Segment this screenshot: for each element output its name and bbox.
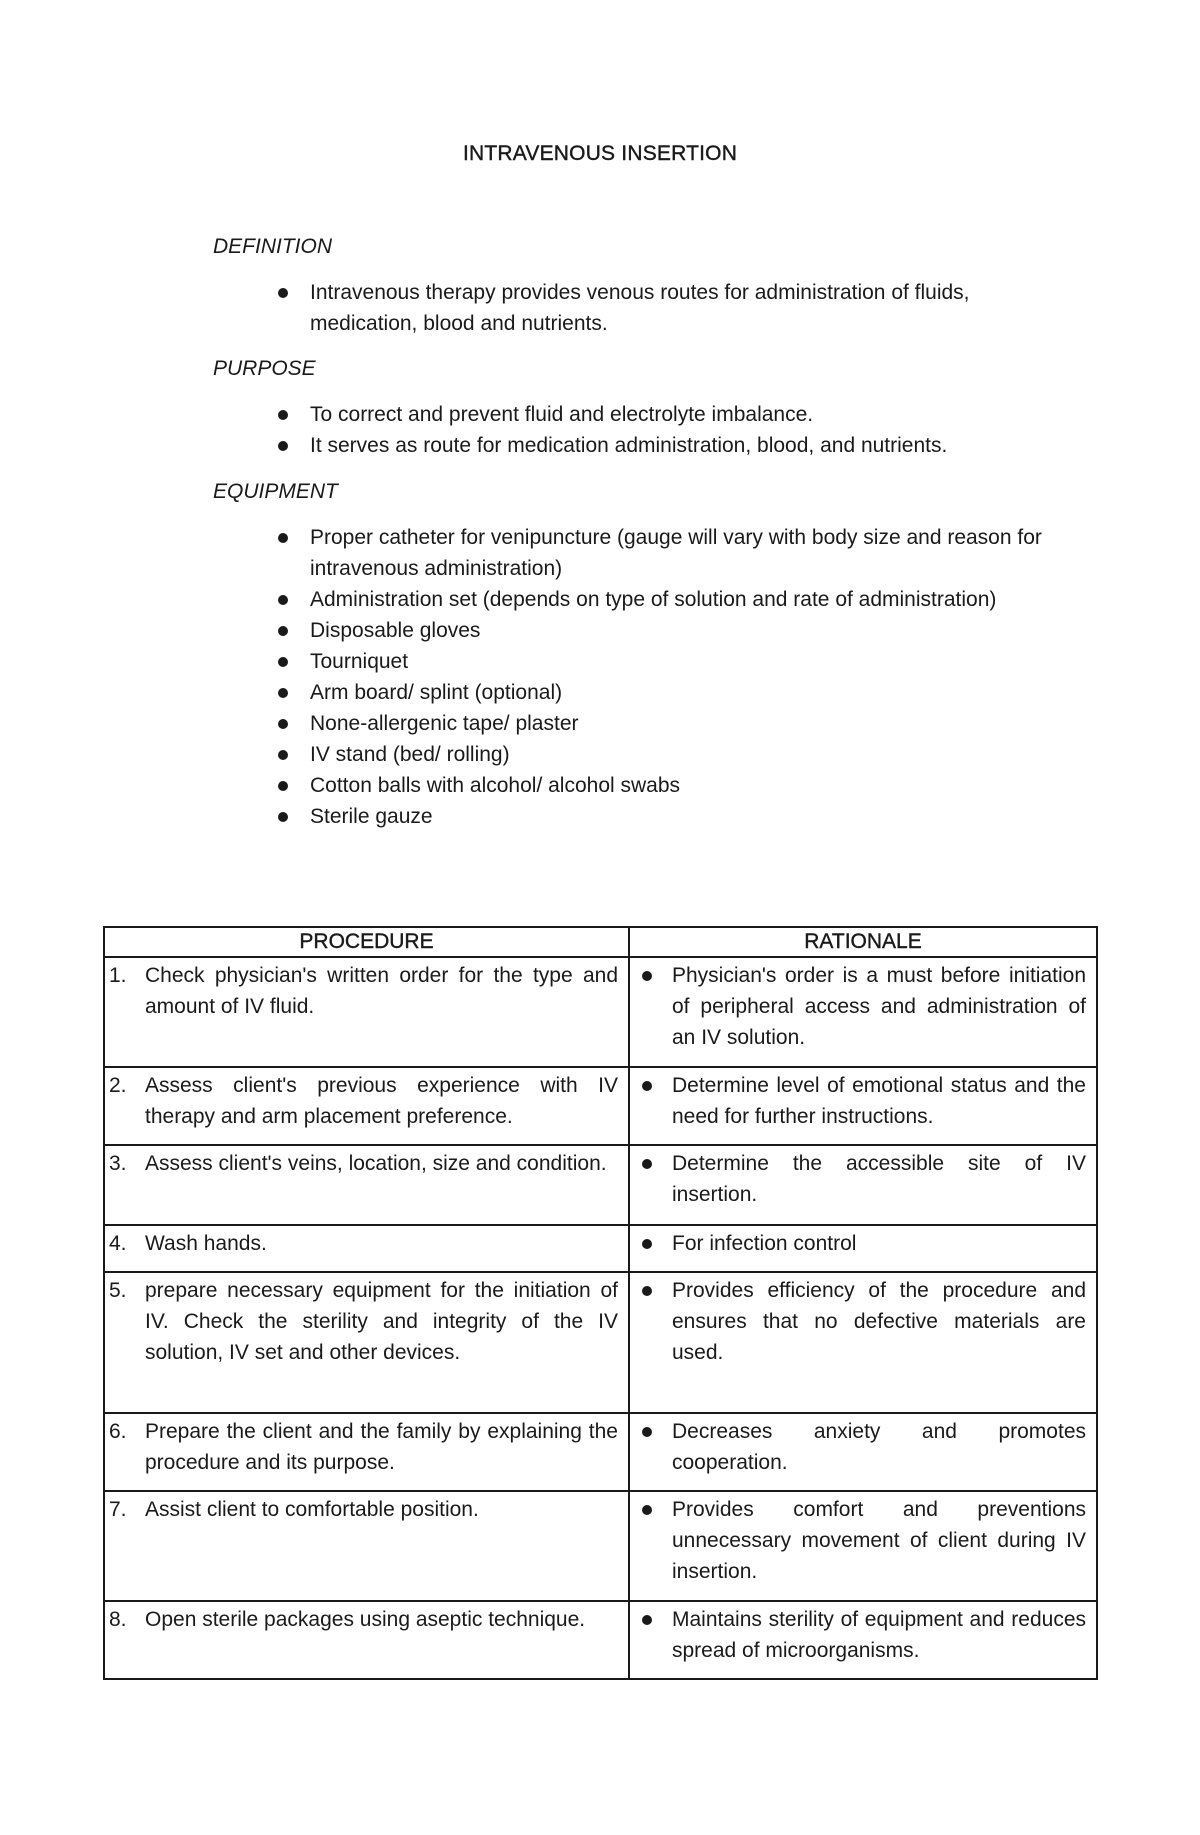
document-title: INTRAVENOUS INSERTION bbox=[462, 142, 738, 165]
bullet-icon bbox=[642, 1505, 652, 1515]
procedure-text: prepare necessary equipment for the initiation of IV. Check the sterility and integrity of the IV solution, IV set and other devices. bbox=[145, 1279, 618, 1364]
bullet-icon bbox=[278, 410, 288, 420]
procedure-text: Prepare the client and the family by explaining the procedure and its purpose. bbox=[145, 1420, 618, 1474]
bullet-icon bbox=[642, 1615, 652, 1625]
bullet-icon bbox=[278, 719, 288, 729]
rationale-cell bbox=[629, 1272, 1097, 1413]
rationale-cell bbox=[629, 957, 1097, 1067]
list-item bbox=[213, 430, 1073, 461]
bullet-icon bbox=[278, 781, 288, 791]
list-item bbox=[213, 399, 1073, 430]
list-item bbox=[213, 522, 1073, 584]
procedure-cell bbox=[104, 1601, 629, 1679]
rationale-cell bbox=[629, 1413, 1097, 1491]
rationale-text: Provides comfort and preventions unnecessary movement of client during IV insertion. bbox=[672, 1498, 1086, 1583]
bullet-icon bbox=[642, 1286, 652, 1296]
bullet-icon bbox=[278, 441, 288, 451]
procedure-text: Assess client's veins, location, size and condition. bbox=[145, 1152, 607, 1175]
bullet-icon bbox=[642, 971, 652, 981]
equipment-section bbox=[213, 478, 1073, 832]
bullet-icon bbox=[278, 595, 288, 605]
procedure-text: Assist client to comfortable position. bbox=[145, 1498, 479, 1521]
equipment-list bbox=[213, 522, 1073, 832]
list-item bbox=[213, 277, 1073, 339]
procedure-text: Assess client's previous experience with IV therapy and arm placement preference. bbox=[145, 1074, 618, 1128]
table-header-row bbox=[104, 927, 1097, 957]
bullet-icon bbox=[642, 1427, 652, 1437]
table-row bbox=[104, 1145, 1097, 1225]
bullet-icon bbox=[278, 288, 288, 298]
list-item-text: Intravenous therapy provides venous routes for administration of fluids, medication, blood and nutrients. bbox=[310, 281, 970, 335]
definition-heading: DEFINITION bbox=[213, 235, 332, 258]
table-row bbox=[104, 1601, 1097, 1679]
step-number: 8. bbox=[109, 1608, 127, 1631]
procedure-cell bbox=[104, 1491, 629, 1601]
procedure-cell bbox=[104, 1225, 629, 1272]
rationale-text: Provides efficiency of the procedure and ensures that no defective materials are used. bbox=[672, 1279, 1086, 1364]
procedure-cell bbox=[104, 1272, 629, 1413]
list-item bbox=[213, 739, 1073, 770]
bullet-icon bbox=[642, 1159, 652, 1169]
table-row bbox=[104, 1067, 1097, 1145]
step-number: 2. bbox=[109, 1074, 127, 1097]
table-row bbox=[104, 1272, 1097, 1413]
rationale-text: Maintains sterility of equipment and reduces spread of microorganisms. bbox=[672, 1608, 1086, 1662]
step-number: 1. bbox=[109, 964, 127, 987]
purpose-section bbox=[213, 355, 1073, 461]
step-number: 5. bbox=[109, 1279, 127, 1302]
rationale-cell bbox=[629, 1067, 1097, 1145]
list-item bbox=[213, 801, 1073, 832]
procedure-column-header: PROCEDURE bbox=[104, 927, 629, 957]
bullet-icon bbox=[278, 533, 288, 543]
procedure-table bbox=[103, 926, 1098, 1680]
rationale-cell bbox=[629, 1145, 1097, 1225]
procedure-cell bbox=[104, 1145, 629, 1225]
step-number: 7. bbox=[109, 1498, 127, 1521]
list-item bbox=[213, 677, 1073, 708]
rationale-column-header: RATIONALE bbox=[629, 927, 1097, 957]
step-number: 4. bbox=[109, 1232, 127, 1255]
bullet-icon bbox=[642, 1081, 652, 1091]
definition-section bbox=[213, 233, 1073, 339]
bullet-icon bbox=[278, 657, 288, 667]
list-item bbox=[213, 708, 1073, 739]
list-item bbox=[213, 615, 1073, 646]
list-item-text: To correct and prevent fluid and electrolyte imbalance. bbox=[310, 403, 814, 426]
step-number: 3. bbox=[109, 1152, 127, 1175]
list-item-text: Disposable gloves bbox=[310, 619, 481, 642]
list-item bbox=[213, 646, 1073, 677]
table-row bbox=[104, 1225, 1097, 1272]
equipment-heading: EQUIPMENT bbox=[213, 480, 338, 503]
list-item-text: Cotton balls with alcohol/ alcohol swabs bbox=[310, 774, 681, 797]
list-item-text: It serves as route for medication administration, blood, and nutrients. bbox=[310, 434, 948, 457]
bullet-icon bbox=[278, 626, 288, 636]
table-row bbox=[104, 1491, 1097, 1601]
list-item-text: Arm board/ splint (optional) bbox=[310, 681, 563, 704]
list-item-text: Proper catheter for venipuncture (gauge will vary with body size and reason for intravenous administration) bbox=[310, 526, 1042, 580]
purpose-list bbox=[213, 399, 1073, 461]
list-item bbox=[213, 770, 1073, 801]
procedure-cell bbox=[104, 1413, 629, 1491]
list-item-text: Administration set (depends on type of solution and rate of administration) bbox=[310, 588, 997, 611]
bullet-icon bbox=[278, 812, 288, 822]
procedure-text: Open sterile packages using aseptic technique. bbox=[145, 1608, 586, 1631]
rationale-cell bbox=[629, 1601, 1097, 1679]
step-number: 6. bbox=[109, 1420, 127, 1443]
procedure-cell bbox=[104, 957, 629, 1067]
list-item-text: IV stand (bed/ rolling) bbox=[310, 743, 510, 766]
procedure-text: Wash hands. bbox=[145, 1232, 267, 1255]
list-item-text: Tourniquet bbox=[310, 650, 409, 673]
rationale-text: Determine level of emotional status and the need for further instructions. bbox=[672, 1074, 1086, 1128]
rationale-text: Decreases anxiety and promotes cooperation. bbox=[672, 1420, 1086, 1474]
procedure-cell bbox=[104, 1067, 629, 1145]
definition-list bbox=[213, 277, 1073, 339]
list-item-text: None-allergenic tape/ plaster bbox=[310, 712, 579, 735]
purpose-heading: PURPOSE bbox=[213, 357, 316, 380]
rationale-cell bbox=[629, 1491, 1097, 1601]
table-row bbox=[104, 1413, 1097, 1491]
rationale-text: For infection control bbox=[672, 1232, 857, 1255]
procedure-text: Check physician's written order for the type and amount of IV fluid. bbox=[145, 964, 618, 1018]
rationale-text: Determine the accessible site of IV insertion. bbox=[672, 1152, 1086, 1206]
rationale-cell bbox=[629, 1225, 1097, 1272]
bullet-icon bbox=[642, 1239, 652, 1249]
bullet-icon bbox=[278, 688, 288, 698]
list-item bbox=[213, 584, 1073, 615]
rationale-text: Physician's order is a must before initiation of peripheral access and administration of an IV solution. bbox=[672, 964, 1086, 1049]
bullet-icon bbox=[278, 750, 288, 760]
table-row bbox=[104, 957, 1097, 1067]
list-item-text: Sterile gauze bbox=[310, 805, 433, 828]
